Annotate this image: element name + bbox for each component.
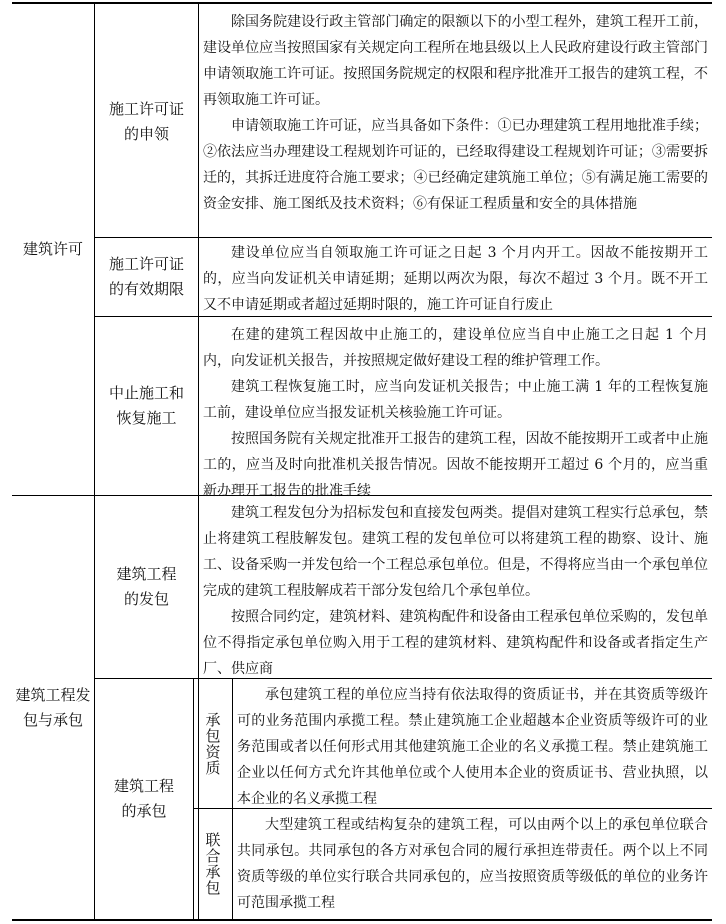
content-paragraph: 按照国务院有关规定批准开工报告的建筑工程，因故不能按期开工或者中止施工的，应当及时向批准机关报告情况。因故不能按期开工超过 6 个月的，应当重新办理开工报告的批准手续 [203,431,708,499]
topic-label: 建筑工程的发包 [116,565,177,608]
topic-cell [95,238,198,316]
content-paragraph: 按照合同约定，建筑材料、建筑构配件和设备由工程承包单位采购的，发包单位不得指定承包单位购入用于工程的建筑材料、建筑构配件和设备或者指定生产厂、供应商 [203,609,708,677]
content-cell [233,682,712,806]
category-label: 建筑许可 [22,240,83,258]
category-cell [12,496,94,919]
content-paragraph: 在建的建筑工程因故中止施工的，建设单位应当自中止施工之日起 1 个月内，向发证机关报告，并按照规定做好建设工程的维护管理工作。 [203,327,708,369]
content-cell [199,9,712,235]
content-paragraph: 除国务院建设行政主管部门确定的限额以下的小型工程外，建筑工程开工前，建设单位应当按照国家有关规定向工程所在地县级以上人民政府建设行政主管部门申请领取施工许可证。按照国务院规定的权限和程序批准开工报告的建筑工程，不再领取施工许可证。 [203,14,708,108]
topic-label: 施工许可证的有效期限 [108,255,184,298]
content-cell [199,500,712,676]
topic-cell [95,679,193,919]
content-paragraph: 建设单位应当自领取施工许可证之日起 3 个月内开工。因故不能按期开工的，应当向发证机关申请延期；延期以两次为限，每次不超过 3 个月。既不开工又不申请延期或者超过延期时限的，施工许可证自行废止 [203,245,708,313]
topic-cell [95,4,198,237]
category-cell [12,4,94,495]
content-paragraph: 建筑工程发包分为招标发包和直接发包两类。提倡对建筑工程实行总承包，禁止将建筑工程肢解发包。建筑工程的发包单位可以将建筑工程的勘察、设计、施工、设备采购一并发包给一个工程总承包单位。但是，不得将应当由一个承包单位完成的建筑工程肢解成若干部分发包给几个承包单位。 [203,505,708,599]
topic-cell [95,317,198,495]
subtopic-cell [194,679,232,808]
regulation-table [12,2,712,921]
topic-label: 建筑工程的承包 [113,777,174,820]
content-paragraph: 承包建筑工程的单位应当持有依法取得的资质证书，并在其资质等级许可的业务范围内承揽工程。禁止建筑施工企业超越本企业资质等级许可的业务范围或者以任何形式用其他建筑施工企业的名义承揽工程。禁止建筑施工企业以任何方式允许其他单位或个人使用本企业的资质证书、营业执照，以本企业的名义承揽工程 [237,687,708,807]
content-cell [233,812,712,918]
category-label: 建筑工程发包与承包 [15,685,91,729]
topic-cell [95,496,198,678]
topic-label: 中止施工和恢复施工 [108,384,184,427]
subtopic-label: 联合承包 [205,831,221,897]
content-paragraph: 大型建筑工程或结构复杂的建筑工程，可以由两个以上的承包单位联合共同承包。共同承包的各方对承包合同的履行承担连带责任。两个以上不同资质等级的单位实行联合共同承包的，应当按照资质等级低的单位的业务许可范围承揽工程 [237,817,708,911]
subtopic-label: 承包资质 [205,710,221,777]
content-cell [199,322,712,499]
content-paragraph: 申请领取施工许可证，应当具备如下条件：①已办理建筑工程用地批准手续；②依法应当办理建设工程规划许可证的，已经取得建设工程规划许可证；③需要拆迁的，其拆迁进度符合施工要求；④已经确定建筑施工单位；⑤有满足施工需要的资金安排、施工图纸及技术资料；⑥有保证工程质量和安全的具体措施 [203,118,708,212]
topic-label: 施工许可证的申领 [108,99,184,143]
content-paragraph: 建筑工程恢复施工时，应当向发证机关报告；中止施工满 1 年的工程恢复施工前，建设单位应当报发证机关核验施工许可证。 [203,379,708,421]
content-cell [199,240,712,315]
subtopic-cell [194,809,232,919]
